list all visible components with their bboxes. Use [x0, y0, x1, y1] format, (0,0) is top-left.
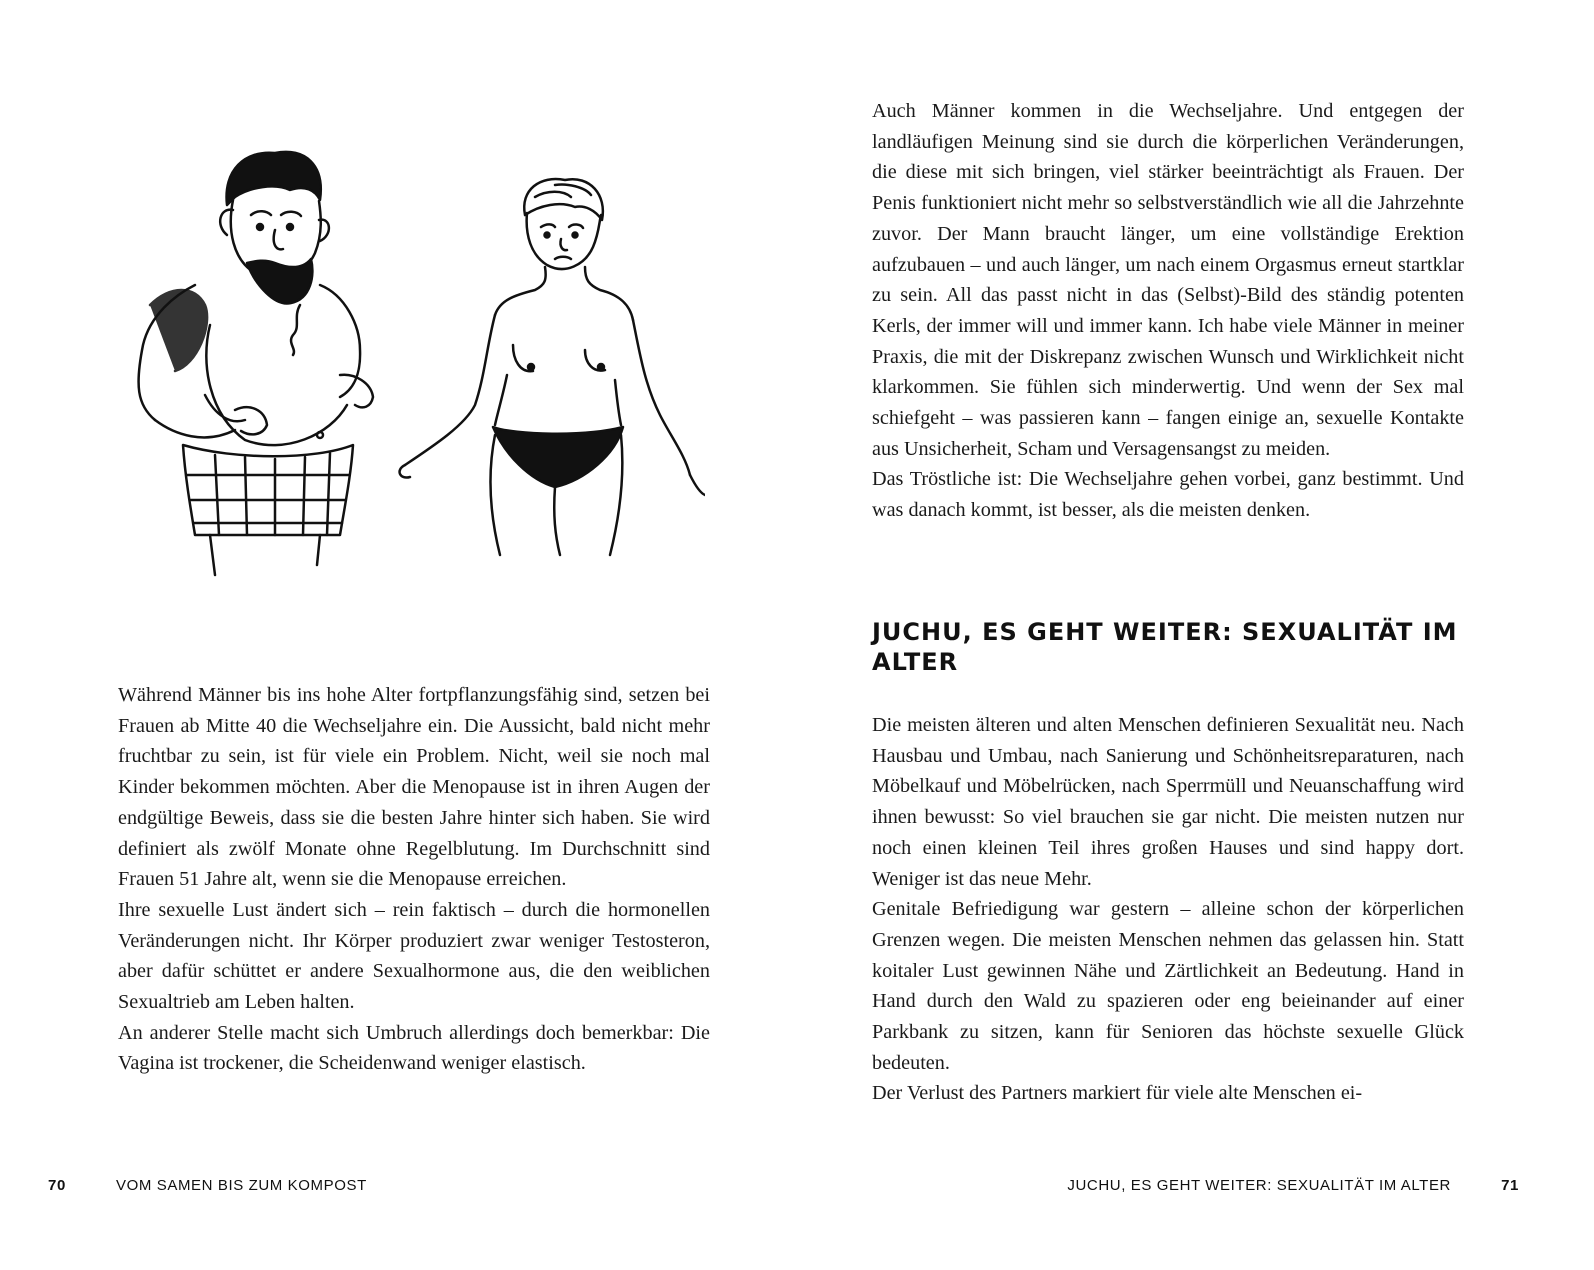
man-figure: [139, 152, 373, 575]
paragraph: Der Verlust des Partners markiert für viele alte Menschen ei-: [872, 1082, 1363, 1105]
left-page-body: [118, 680, 710, 1079]
paragraph: Ihre sexuelle Lust ändert sich – rein faktisch – durch die hormonellen Veränderungen nicht. Ihr Körper produziert zwar weniger Testosteron, aber dafür schüttet er andere Sexualhormone aus, die den weiblichen Sexualtrieb am Leben halten.: [118, 898, 710, 1014]
paragraph: Die meisten älteren und alten Menschen definieren Sexualität neu. Nach Hausbau und Umbau, nach Sanierung und Schönheitsreparaturen, nach Möbelkauf und Möbelrücken, nach Sperrmüll und Neuanschaffung wird ihnen bewusst: So viel brauchen sie gar nicht. Die meisten nutzen nur noch einen kleinen Teil ihres großen Hauses und sind happy dort. Weniger ist das neue Mehr.: [872, 714, 1464, 890]
right-page: [797, 0, 1594, 1270]
paragraph: An anderer Stelle macht sich Umbruch allerdings doch bemerkbar: Die Vagina ist trockener, die Scheidenwand weniger elastisch.: [118, 1021, 710, 1075]
page-number-left: 70: [48, 1177, 66, 1194]
section-heading: JUCHU, ES GEHT WEITER: SEXUALITÄT IM ALTER: [872, 618, 1458, 676]
paragraph: Genitale Befriedigung war gestern – alleine schon der körperlichen Grenzen wegen. Die meisten Menschen nehmen das gelassen hin. Statt koitaler Lust gewinnen Nähe und Zärtlichkeit an Bedeutung. Hand in Hand durch den Wald zu spazieren oder eng beieinander auf einer Parkbank zu sitzen, kann für Senioren das höchste sexuelle Glück bedeuten.: [872, 898, 1464, 1074]
running-title-right: JUCHU, ES GEHT WEITER: SEXUALITÄT IM ALTER: [1067, 1177, 1451, 1194]
woman-figure: [400, 179, 705, 555]
paragraph: Das Tröstliche ist: Die Wechseljahre gehen vorbei, ganz bestimmt. Und was danach kommt, ist besser, als die meisten denken.: [872, 468, 1464, 522]
paragraph: Während Männer bis ins hohe Alter fortpflanzungsfähig sind, setzen bei Frauen ab Mitte 40 die Wechseljahre ein. Die Aussicht, bald nicht mehr fruchtbar zu sein, ist für viele ein Problem. Nicht, weil sie noch mal Kinder bekommen möchten. Aber die Menopause ist in ihren Augen der endgültige Beweis, dass sie die besten Jahre hinter sich haben. Sie wird definiert als zwölf Monate ohne Regelblutung. Im Durchschnitt sind Frauen 51 Jahre alt, wenn sie die Menopause erreichen.: [118, 684, 710, 891]
running-title-left: VOM SAMEN BIS ZUM KOMPOST: [116, 1177, 367, 1194]
illustration-older-couple: [115, 135, 705, 585]
right-page-body-top: [872, 96, 1464, 526]
right-page-body-bottom: [872, 710, 1464, 1109]
paragraph: Auch Männer kommen in die Wechseljahre. Und entgegen der landläufigen Meinung sind sie durch die körperlichen Veränderungen, die diese mit sich bringen, viel stärker beeinträchtigt als Frauen. Der Penis funktioniert nicht mehr so selbstverständlich wie all die Jahrzehnte zuvor. Der Mann braucht länger, um eine vollständige Erektion aufzubauen – und auch länger, um nach einem Orgasmus erneut startklar zu sein. All das passt nicht in das (Selbst)-Bild des ständig potenten Kerls, der immer will und immer kann. Ich habe viele Männer in meiner Praxis, die mit der Diskrepanz zwischen Wunsch und Wirklichkeit nicht klarkommen. Sie fühlen sich minderwertig. Und wenn der Sex mal schiefgeht – was passieren kann – fangen einige an, sexuelle Kontakte aus Unsicherheit, Scham und Versagensangst zu meiden.: [872, 100, 1464, 460]
page-number-right: 71: [1501, 1177, 1519, 1194]
